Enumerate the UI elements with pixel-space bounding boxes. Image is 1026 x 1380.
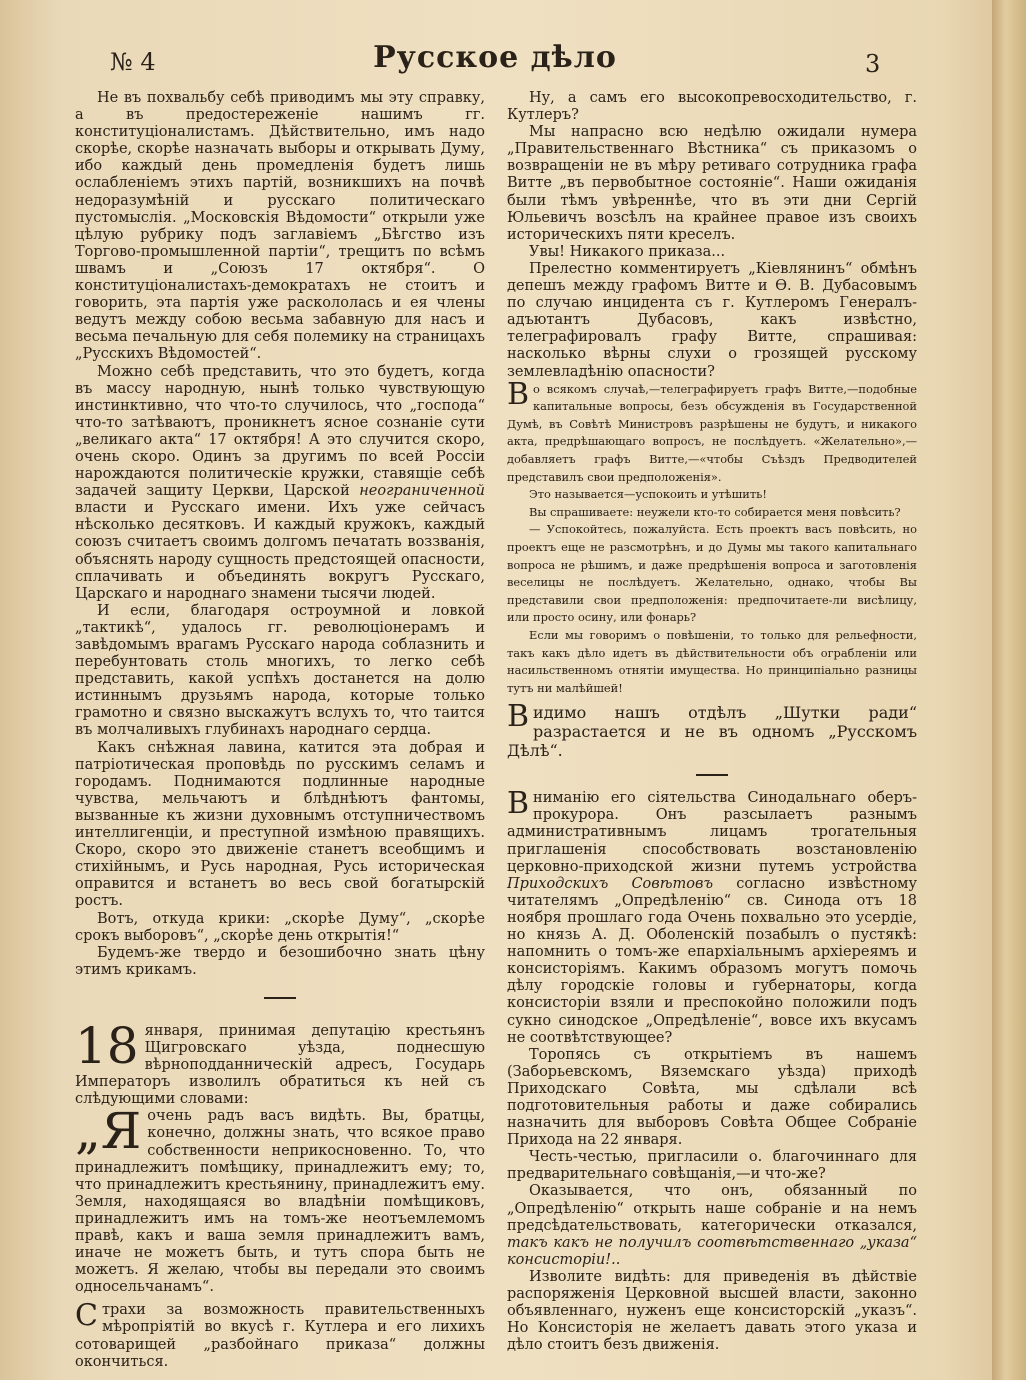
issue-number: № 4 <box>110 48 156 76</box>
paragraph: Увы! Никакого приказа... <box>529 243 726 260</box>
tsar-quote: „Я очень радъ васъ видѣть. Вы, братцы, конечно, должны знать, что всякое право собственности неприкосновенно. То, что принадлежитъ помѣщику, принадлежитъ ему; то, что принадлежитъ крестьянину, принадлежитъ ему. Земля, находящаяся во владѣніи помѣщиковъ, принадлежитъ имъ на томъ-же неотъемлемомъ правѣ, какъ и ваша земля принадлежитъ вамъ, иначе не можетъ быть, и тутъ спора быть не можетъ. Я желаю, чтобы вы передали это своимъ односельчанамъ“. <box>75 1102 485 1296</box>
article-synod: Вниманію его сіятельства Синодальнаго оберъ-прокурора. Онъ разсылаетъ разнымъ административнымъ лицамъ трогательныя приглашенія способствовать возстановленію церковно-приходской жизни путемъ устройства Приходскихъ Совѣтовъ согласно извѣстному читателямъ „Опредѣленію“ св. Синода отъ 18 ноября прошлаго года Очень похвально это усердіе, но князь А. Д. Оболенскій позабылъ о пустякѣ: напомнить о томъ-же епархіальнымъ архіереямъ и консисторіямъ. Какимъ образомъ могутъ помочь дѣлу городскіе головы и губернаторы, когда консисторіи взяли и преспокойно положили подъ сукно синодское „Опредѣленіе“, вовсе ихъ вкусамъ не соотвѣтствующее? <box>507 786 917 1046</box>
small-quote: Во всякомъ случаѣ,—телеграфируетъ графъ Витте,—подобные капитальные вопросы, безъ обсужденія въ Государственной Думѣ, въ Совѣтѣ Министровъ разрѣшены не будутъ, и никакого акта, предрѣшающаго вопросъ, не послѣдуетъ. «Желательно»,—добавляетъ графъ Витте,—«чтобы Съѣздъ Предводителей представилъ свои предположенія». <box>507 376 917 484</box>
paragraph: Торопясь съ открытіемъ въ нашемъ (Заборьевскомъ, Вяземскаго уѣзда) приходѣ Приходскаго Совѣта, мы сдѣлали всѣ подготовительныя работы и даже собирались назначить для выборовъ Совѣта Общее Собраніе Прихода на 22 января. <box>507 1046 917 1149</box>
page-number: 3 <box>865 50 881 78</box>
paragraph: Изволите видѣть: для приведенія въ дѣйствіе распоряженія Церковной высшей власти, законно объявленнаго, нуженъ еще консисторскій „указъ“. Но Консисторія не желаетъ давать этого указа и дѣло стоитъ безъ движенія. <box>507 1268 917 1354</box>
right-column <box>507 90 917 1354</box>
paragraph: Честь-честью, пригласили о. благочиннаго для предварительнаго совѣщанія,—и что-же? <box>507 1149 917 1183</box>
paragraph: Не въ похвальбу себѣ приводимъ мы эту справку, а въ предостереженіе нашимъ гг. конституціоналистамъ. Дѣйствительно, имъ надо скорѣе, скорѣе назначать выборы и открывать Думу, ибо каждый день промедленія будетъ лишь ослабленіемъ этихъ партій, возникшихъ на почвѣ недоразумѣній и русскаго политическаго пустомыслія. „Московскія Вѣдомости“ открыли уже цѣлую рубрику подъ заглавіемъ „Бѣгство изъ Торгово-промышленной партіи“, трещитъ по всѣмъ швамъ и „Союзъ 17 октября“. О конституціоналистахъ-демократахъ не стоитъ и говорить, эта партія уже раскололась и ея члены ведутъ между собою весьма забавную для насъ и весьма печальную для себя полемику на страницахъ „Русскихъ Вѣдомостей“. <box>75 90 485 363</box>
paragraph: Какъ снѣжная лавина, катится эта добрая и патріотическая проповѣдь по русскимъ селамъ и городамъ. Поднимаются подлинные народные чувства, мельчаютъ и блѣднѣютъ фантомы, вызванные къ жизни духовнымъ отступничествомъ интеллигенціи, и преступной измѣною правящихъ. Скоро, скоро это движеніе станетъ всеобщимъ и стихійнымъ, и Русь народная, Русь историческая оправится и встанетъ во весь свой богатырскій ростъ. <box>75 739 485 910</box>
paragraph: Можно себѣ представить, что это будетъ, когда въ массу народную, нынѣ только чувствующую инстинктивно, что что-то случилось, что „господа“ что-то затѣваютъ, проникнетъ ясное сознаніе сути „великаго акта“ 17 октября! А это случится скоро, очень скоро. Одинъ за другимъ по всей Россіи нарождаются политическіе кружки, ставящіе себѣ задачей защиту Церкви, Царской неограниченной власти и Русскаго имени. Ихъ уже сейчасъ нѣсколько десятковъ. И каждый кружокъ, каждый союзъ считаетъ своимъ долгомъ печатать воззванія, объяснять народу сущность предстоящей опасности, сплачивать и объединять вокругъ Русскаго, Царскаго и народнаго знамени тысячи людей. <box>75 363 485 602</box>
paragraph: Оказывается, что онъ, обязанный по „Опредѣленію“ открыть наше собраніе и на немъ предсѣдательствовать, категорически отказался, такъ какъ не получилъ соотвѣтственнаго „указа“ консисторіи!.. <box>507 1183 917 1268</box>
article-january-18: 18 января, принимая депутацію крестьянъ Щигровскаго уѣзда, поднесшую вѣрноподданническій адресъ, Государь Императоръ изволилъ обратиться къ ней съ слѣдующими словами: <box>75 1016 485 1108</box>
newspaper-title: Русское дѣло <box>373 40 617 75</box>
paragraph: Будемъ-же твердо и безошибочно знать цѣну этимъ крикамъ. <box>75 944 485 978</box>
paragraph: Прелестно комментируетъ „Кіевлянинъ“ обмѣнъ депешъ между графомъ Витте и Ѳ. В. Дубасовымъ по случаю инцидента съ г. Кутлеромъ Генералъ-адъютантъ Дубасовъ, какъ извѣстно, телеграфировалъ графу Витте, спрашивая: насколько вѣрны слухи о грозящей русскому землевладѣнію опасности? <box>507 260 917 380</box>
page-fold-shadow <box>992 0 1026 1380</box>
small-paragraph: Вы спрашиваете: неужели кто-то собирается меня повѣсить? <box>529 504 901 519</box>
small-paragraph: — Успокойтесь, пожалуйста. Есть проектъ васъ повѣсить, но проектъ еще не разсмотрѣнъ, и до Думы мы такого капитальнаго вопроса не рѣшимъ, и даже предрѣшенія вопроса и заготовленія веселицы не послѣдуетъ. Желательно, однако, чтобы Вы представили свои предположенія: предпочитаете-ли висѣлицу, или просто осину, или фонарь? <box>507 522 917 625</box>
paragraph: Вотъ, откуда крики: „скорѣе Думу“, „скорѣе срокъ выборовъ“, „скорѣе день открытія!“ <box>75 910 485 944</box>
article-kutler: Страхи за возможность правительственныхъ мѣропріятій во вкусѣ г. Кутлера и его лихихъ сотоварищей „разбойнаго приказа“ должны окончиться. <box>75 1298 485 1370</box>
paragraph: И если, благодаря остроумной и ловкой „тактикѣ“, удалось гг. революціонерамъ и завѣдомымъ врагамъ Русскаго народа соблазнить и перебунтовать столь многихъ, то легко себѣ представить, какой успѣхъ достанется на долю истиннымъ друзьямъ народа, которые только грамотно и связно выскажутъ вслухъ то, что таится въ молчаливыхъ глубинахъ народнаго сердца. <box>75 602 485 739</box>
paragraph: Мы напрасно всю недѣлю ожидали нумера „Правительственнаго Вѣстника“ съ приказомъ о возвращеніи не въ мѣру ретиваго сотрудника графа Витте „въ первобытное состояніе“. Наши ожиданія были тѣмъ увѣреннѣе, что въ эти дни Сергій Юльевичъ возсѣлъ на крайнее правое изъ своихъ историческихъ пяти креселъ. <box>507 124 917 243</box>
masthead <box>0 40 990 90</box>
paragraph: Ну, а самъ его высокопревосходительство, г. Кутлеръ? <box>507 90 917 124</box>
small-paragraph: Если мы говоримъ о повѣшеніи, то только для рельефности, такъ какъ дѣло идетъ въ дѣйствительности объ ограбленіи или насильственномъ отнятіи имущества. Но принципіально разницы тутъ ни малѣйшей! <box>507 627 917 695</box>
article-jokes: Видимо нашъ отдѣлъ „Шутки ради“ разрастается и не въ одномъ „Русскомъ Дѣлѣ“. <box>507 699 917 761</box>
left-column <box>75 90 485 1371</box>
small-paragraph: Это называется—успокоить и утѣшить! <box>529 487 767 502</box>
